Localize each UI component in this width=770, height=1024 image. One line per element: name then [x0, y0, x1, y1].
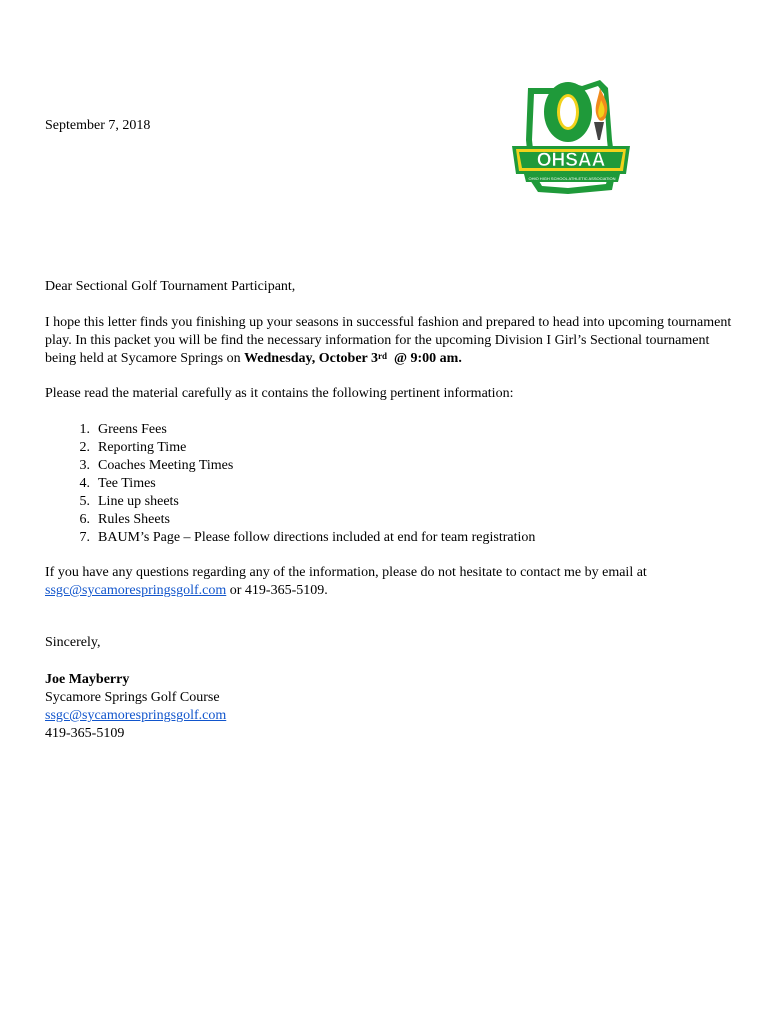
list-item: 5. Line up sheets: [79, 494, 179, 509]
instructions-paragraph: Please read the material carefully as it contains the following pertinent information:: [45, 386, 514, 401]
letter-date: September 7, 2018: [45, 118, 151, 133]
ohsaa-logo-graphic: [508, 70, 634, 200]
signature-block: [45, 671, 226, 743]
info-list: [45, 421, 535, 547]
list-item: 1. Greens Fees: [79, 422, 167, 437]
list-item: 2. Reporting Time: [79, 440, 187, 455]
contact-phone-text: or 419-365-5109.: [226, 583, 328, 598]
signer-phone: 419-365-5109: [45, 726, 125, 741]
intro-paragraph: [45, 314, 735, 368]
signer-org: Sycamore Springs Golf Course: [45, 690, 220, 705]
contact-text: If you have any questions regarding any of the information, please do not hesitate to contact me by email at: [45, 565, 647, 580]
list-item: 6. Rules Sheets: [79, 512, 170, 527]
svg-text:OHIO HIGH SCHOOL ATHLETIC ASSO: OHIO HIGH SCHOOL ATHLETIC ASSOCIATION: [528, 176, 616, 181]
event-time: @ 9:00 am.: [387, 351, 462, 366]
ohsaa-logo: [508, 70, 634, 200]
salutation: Dear Sectional Golf Tournament Participant,: [45, 279, 296, 294]
event-date: Wednesday, October 3: [244, 351, 378, 366]
contact-paragraph: [45, 564, 735, 600]
intro-text: I hope this letter finds you finishing up your seasons in successful fashion and prepared to head into upcoming tournament play. In this packet you will be find the necessary information for the upcoming Division I Girl’s Sectional tournament being held at Sycamore Springs on: [45, 315, 732, 366]
event-date-suffix: rd: [378, 351, 387, 361]
email-link[interactable]: ssgc@sycamorespringsgolf.com: [45, 583, 227, 598]
signer-email-link[interactable]: ssgc@sycamorespringsgolf.com: [45, 708, 227, 723]
closing: Sincerely,: [45, 635, 101, 650]
list-item: 3. Coaches Meeting Times: [79, 458, 234, 473]
signer-name: Joe Mayberry: [45, 672, 130, 687]
list-item: 7. BAUM’s Page – Please follow directions included at end for team registration: [79, 530, 536, 545]
list-item: 4. Tee Times: [79, 476, 156, 491]
svg-text:OHSAA: OHSAA: [536, 150, 606, 171]
